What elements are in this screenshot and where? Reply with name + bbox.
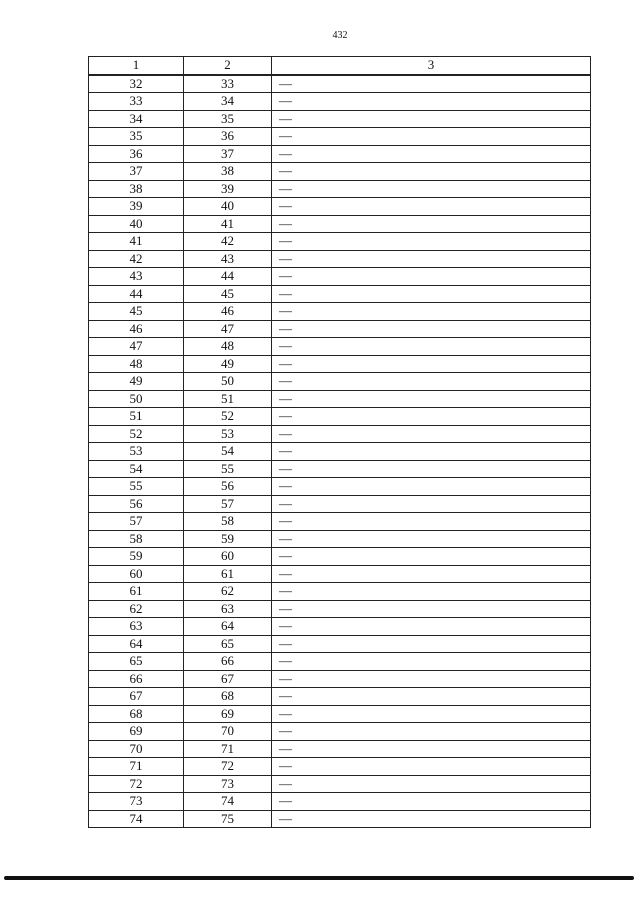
table-cell-col-3: — [272,688,591,706]
table-body [89,75,591,828]
table-cell-col-3: — [272,775,591,793]
table-cell-col-1: 60 [89,565,184,583]
table-cell-col-2: 60 [184,548,272,566]
table-cell-col-2: 67 [184,670,272,688]
table-row [89,548,591,566]
table-cell-col-3: — [272,93,591,111]
table-cell-col-1: 35 [89,128,184,146]
table-cell-col-1: 57 [89,513,184,531]
table-row [89,635,591,653]
table-cell-col-3: — [272,723,591,741]
table-row [89,285,591,303]
table-row [89,793,591,811]
table-cell-col-2: 65 [184,635,272,653]
table-cell-col-1: 66 [89,670,184,688]
table-cell-col-1: 71 [89,758,184,776]
table-cell-col-3: — [272,740,591,758]
table-cell-col-1: 64 [89,635,184,653]
table-cell-col-1: 67 [89,688,184,706]
table-cell-col-3: — [272,583,591,601]
table-cell-col-3: — [272,303,591,321]
table-cell-col-1: 70 [89,740,184,758]
table-row [89,75,591,93]
table-cell-col-2: 50 [184,373,272,391]
table-cell-col-2: 75 [184,810,272,828]
table-cell-col-1: 32 [89,75,184,93]
table-cell-col-3: — [272,338,591,356]
table-cell-col-1: 51 [89,408,184,426]
table-cell-col-1: 69 [89,723,184,741]
table-cell-col-3: — [272,653,591,671]
table-cell-col-3: — [272,215,591,233]
table-cell-col-3: — [272,355,591,373]
table-cell-col-1: 53 [89,443,184,461]
table-cell-col-2: 56 [184,478,272,496]
table-cell-col-2: 39 [184,180,272,198]
table-row [89,425,591,443]
table-cell-col-2: 40 [184,198,272,216]
table-cell-col-3: — [272,618,591,636]
table-row [89,233,591,251]
table-row [89,303,591,321]
table-cell-col-2: 43 [184,250,272,268]
table-row [89,408,591,426]
table-cell-col-3: — [272,478,591,496]
table-cell-col-2: 46 [184,303,272,321]
table-cell-col-1: 37 [89,163,184,181]
table-cell-col-1: 74 [89,810,184,828]
page-number: 432 [332,30,348,41]
table-cell-col-2: 45 [184,285,272,303]
table-cell-col-1: 65 [89,653,184,671]
table-cell-col-2: 73 [184,775,272,793]
column-header-3: 3 [272,57,591,75]
table-cell-col-1: 43 [89,268,184,286]
table-cell-col-1: 40 [89,215,184,233]
column-header-2: 2 [184,57,272,75]
table-cell-col-2: 61 [184,565,272,583]
table-cell-col-2: 33 [184,75,272,93]
table-row [89,145,591,163]
table-cell-col-3: — [272,233,591,251]
table-cell-col-1: 36 [89,145,184,163]
table-cell-col-2: 74 [184,793,272,811]
table-cell-col-3: — [272,495,591,513]
table-cell-col-1: 38 [89,180,184,198]
table-cell-col-2: 69 [184,705,272,723]
table-cell-col-3: — [272,75,591,93]
table-cell-col-2: 72 [184,758,272,776]
table-row [89,740,591,758]
table-cell-col-1: 59 [89,548,184,566]
table-row [89,110,591,128]
table-cell-col-3: — [272,163,591,181]
table-row [89,268,591,286]
table-row [89,163,591,181]
table-cell-col-2: 34 [184,93,272,111]
table-row [89,688,591,706]
table-cell-col-1: 61 [89,583,184,601]
table-cell-col-1: 52 [89,425,184,443]
table-row [89,775,591,793]
table-cell-col-2: 63 [184,600,272,618]
table-row [89,810,591,828]
table-cell-col-3: — [272,565,591,583]
table-row [89,338,591,356]
table-cell-col-2: 62 [184,583,272,601]
table-cell-col-2: 52 [184,408,272,426]
table-cell-col-2: 38 [184,163,272,181]
table-cell-col-3: — [272,600,591,618]
table-row [89,653,591,671]
table-cell-col-3: — [272,145,591,163]
table-cell-col-3: — [272,443,591,461]
table-row [89,128,591,146]
table-cell-col-3: — [272,198,591,216]
table-cell-col-2: 68 [184,688,272,706]
table-row [89,600,591,618]
table-cell-col-3: — [272,425,591,443]
table-cell-col-3: — [272,128,591,146]
table-cell-col-1: 55 [89,478,184,496]
table-row [89,723,591,741]
table-cell-col-3: — [272,793,591,811]
table-cell-col-2: 49 [184,355,272,373]
table-row [89,320,591,338]
table-cell-col-2: 70 [184,723,272,741]
table-cell-col-2: 47 [184,320,272,338]
table-cell-col-3: — [272,513,591,531]
table-row [89,758,591,776]
table-row [89,93,591,111]
table-cell-col-3: — [272,180,591,198]
table-cell-col-2: 54 [184,443,272,461]
table-cell-col-1: 54 [89,460,184,478]
table-row [89,460,591,478]
table-row [89,390,591,408]
table-row [89,670,591,688]
table-row [89,355,591,373]
table-row [89,583,591,601]
table-cell-col-1: 48 [89,355,184,373]
table-cell-col-1: 62 [89,600,184,618]
table-cell-col-1: 47 [89,338,184,356]
header-row [89,57,591,75]
table-cell-col-1: 42 [89,250,184,268]
table-cell-col-3: — [272,390,591,408]
bottom-rule [4,876,634,880]
table-cell-col-3: — [272,705,591,723]
table-cell-col-1: 33 [89,93,184,111]
table-cell-col-3: — [272,110,591,128]
table-cell-col-3: — [272,285,591,303]
table-cell-col-2: 37 [184,145,272,163]
table-row [89,373,591,391]
table-cell-col-2: 64 [184,618,272,636]
table-cell-col-3: — [272,758,591,776]
table-row [89,198,591,216]
table-cell-col-2: 57 [184,495,272,513]
table-row [89,495,591,513]
table-cell-col-1: 39 [89,198,184,216]
table-row [89,565,591,583]
table-cell-col-3: — [272,373,591,391]
table-cell-col-1: 49 [89,373,184,391]
table-row [89,215,591,233]
table-cell-col-2: 59 [184,530,272,548]
table-cell-col-3: — [272,670,591,688]
table-row [89,618,591,636]
table-row [89,530,591,548]
table-cell-col-3: — [272,268,591,286]
data-table [88,56,591,828]
table-header [89,57,591,75]
table-cell-col-2: 41 [184,215,272,233]
column-header-1: 1 [89,57,184,75]
table-cell-col-2: 58 [184,513,272,531]
table-cell-col-3: — [272,530,591,548]
table-row [89,250,591,268]
table-cell-col-1: 44 [89,285,184,303]
table-cell-col-3: — [272,635,591,653]
table-cell-col-3: — [272,548,591,566]
table-cell-col-3: — [272,408,591,426]
table-cell-col-3: — [272,320,591,338]
table-cell-col-1: 41 [89,233,184,251]
table-cell-col-2: 35 [184,110,272,128]
table-cell-col-2: 42 [184,233,272,251]
table-cell-col-2: 53 [184,425,272,443]
table-cell-col-2: 66 [184,653,272,671]
table-cell-col-3: — [272,810,591,828]
table-cell-col-2: 55 [184,460,272,478]
table-cell-col-2: 36 [184,128,272,146]
table-cell-col-3: — [272,250,591,268]
table-row [89,443,591,461]
table-cell-col-1: 50 [89,390,184,408]
table-cell-col-1: 73 [89,793,184,811]
table-cell-col-1: 72 [89,775,184,793]
table-cell-col-1: 63 [89,618,184,636]
table-cell-col-1: 45 [89,303,184,321]
table-cell-col-2: 71 [184,740,272,758]
table-row [89,478,591,496]
table-cell-col-1: 56 [89,495,184,513]
table-row [89,513,591,531]
table-cell-col-3: — [272,460,591,478]
table-cell-col-2: 44 [184,268,272,286]
table-row [89,705,591,723]
table-cell-col-2: 51 [184,390,272,408]
table-cell-col-1: 46 [89,320,184,338]
table-cell-col-1: 68 [89,705,184,723]
table-row [89,180,591,198]
table-cell-col-1: 58 [89,530,184,548]
table-cell-col-2: 48 [184,338,272,356]
table-cell-col-1: 34 [89,110,184,128]
